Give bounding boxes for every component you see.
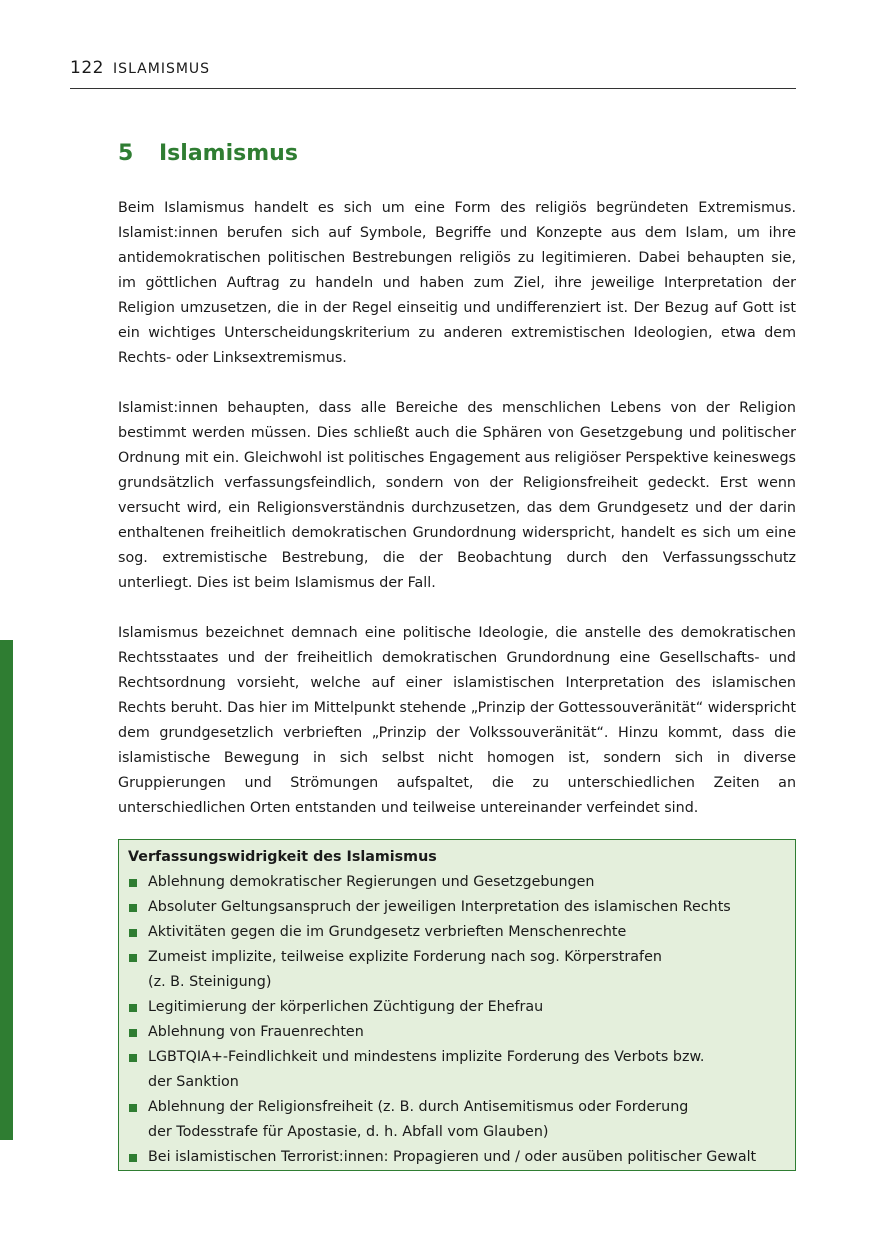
square-bullet-icon — [129, 1004, 137, 1012]
info-box-list-item — [128, 1020, 787, 1045]
info-box-list-item — [128, 1045, 787, 1095]
chapter-number: 5 — [118, 141, 134, 166]
body-paragraph: Islamist:innen behaupten, dass alle Bereiche des menschlichen Lebens von der Religion bestimmt werden müssen. Dies schließt auch die Sphären von Gesetzgebung und politischer Ordnung mit ein. Gleichwohl ist politisches Engagement aus religiöser Perspektive keineswegs grundsätzlich verfassungsfeindlich, sondern von der Religionsfreiheit gedeckt. Erst wenn versucht wird, ein Religionsverständnis durchzusetzen, das dem Grundgesetz und der darin enthaltenen freiheitlich demokratischen Grundordnung widerspricht, handelt es sich um eine sog. extremistische Bestrebung, die der Beobachtung durch den Verfassungsschutz unterliegt. Dies ist beim Islamismus der Fall. — [118, 400, 796, 591]
body-paragraph: Beim Islamismus handelt es sich um eine Form des religiös begründeten Extremismus. Islamist:innen berufen sich auf Symbole, Begriffe und Konzepte aus dem Islam, um ihre antidemokratischen politischen Bestrebungen religiös zu legitimieren. Dabei behaupten sie, im göttlichen Auftrag zu handeln und haben zum Ziel, ihre jeweilige Interpretation der Religion umzusetzen, die in der Regel einseitig und undifferenziert ist. Der Bezug auf Gott ist ein wichtiges Unterscheidungskriterium zu anderen extremistischen Ideologien, etwa dem Rechts- oder Linksextremismus. — [118, 200, 796, 366]
running-title: ISLAMISMUS — [113, 61, 211, 77]
info-box-list-item — [128, 920, 787, 945]
chapter-title: Islamismus — [159, 141, 298, 166]
running-head — [70, 58, 796, 89]
square-bullet-icon — [129, 929, 137, 937]
info-box-item-text: LGBTQIA+-Feindlichkeit und mindestens implizite Forderung des Verbots bzw. der Sanktion — [148, 1049, 705, 1090]
chapter-side-marker — [0, 640, 13, 1140]
info-box-item-text: Ablehnung demokratischer Regierungen und Gesetzgebungen — [148, 874, 595, 890]
info-box-list-item — [128, 895, 787, 920]
info-box-item-text: Ablehnung der Religionsfreiheit (z. B. durch Antisemitismus oder Forderung der Todesstrafe für Apostasie, d. h. Abfall vom Glauben) — [148, 1099, 689, 1140]
chapter-heading — [118, 141, 298, 166]
info-box-item-text: Legitimierung der körperlichen Züchtigung der Ehefrau — [148, 999, 544, 1015]
square-bullet-icon — [129, 1154, 137, 1162]
square-bullet-icon — [129, 1029, 137, 1037]
body-paragraph: Islamismus bezeichnet demnach eine politische Ideologie, die anstelle des demokratischen Rechtsstaates und der freiheitlich demokratischen Grundordnung eine Gesellschafts- und Rechtsordnung vorsieht, welche auf einer islamistischen Interpretation des islamischen Rechts beruht. Das hier im Mittelpunkt stehende „Prinzip der Gottessouveränität“ widerspricht dem grundgesetzlich verbrieften „Prinzip der Volkssouveränität“. Hinzu kommt, dass die islamistische Bewegung in sich selbst nicht homogen ist, sondern sich in diverse Gruppierungen und Strömungen aufspaltet, die zu unterschiedlichen Zeiten an unterschiedlichen Orten entstanden und teilweise untereinander verfeindet sind. — [118, 625, 797, 816]
info-box-item-text: Zumeist implizite, teilweise explizite Forderung nach sog. Körperstrafen (z. B. Steinigung) — [148, 949, 662, 990]
square-bullet-icon — [129, 954, 137, 962]
info-box-item-text: Ablehnung von Frauenrechten — [148, 1024, 364, 1040]
info-box-list-item — [128, 1145, 787, 1170]
info-box-list-item — [128, 995, 787, 1020]
info-box-list-item — [128, 870, 787, 895]
info-box-list-item — [128, 1095, 787, 1145]
info-box-list — [128, 870, 787, 1170]
square-bullet-icon — [129, 904, 137, 912]
page-number: 122 — [70, 58, 104, 78]
square-bullet-icon — [129, 879, 137, 887]
info-box-title: Verfassungswidrigkeit des Islamismus — [128, 849, 437, 865]
info-box-item-text: Bei islamistischen Terrorist:innen: Propagieren und / oder ausüben politischer Gewalt — [148, 1149, 757, 1165]
square-bullet-icon — [129, 1054, 137, 1062]
info-box-item-text: Absoluter Geltungsanspruch der jeweiligen Interpretation des islamischen Rechts — [148, 899, 731, 915]
info-box — [118, 839, 796, 1171]
info-box-item-text: Aktivitäten gegen die im Grundgesetz verbrieften Menschenrechte — [148, 924, 627, 940]
info-box-list-item — [128, 945, 787, 995]
square-bullet-icon — [129, 1104, 137, 1112]
